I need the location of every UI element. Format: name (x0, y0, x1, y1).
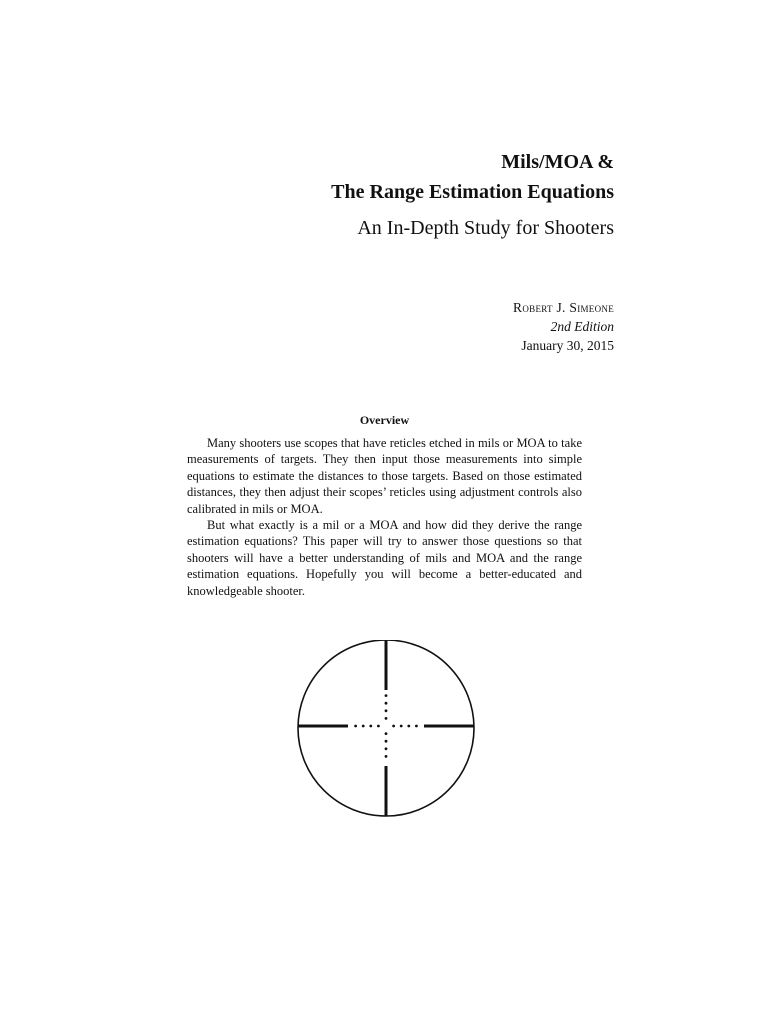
overview-abstract (187, 435, 582, 599)
reticle-dot (362, 725, 365, 728)
reticle-dot (385, 717, 388, 720)
overview-paragraph-2: But what exactly is a mil or a MOA and how did they derive the range estimation equations? This paper will try to answer those questions so that shooters will have a better understanding of mils and MOA and the range estimation equations. Hopefully you will become a better-educated and knowledgeable shooter. (187, 518, 582, 598)
document-subtitle: An In-Depth Study for Shooters (357, 217, 614, 239)
reticle-dot (385, 740, 388, 743)
author-name: Robert J. Simeone (513, 300, 614, 315)
reticle-dot (385, 702, 388, 705)
title-block (331, 147, 614, 243)
reticle-dot (385, 709, 388, 712)
reticle-dot (369, 725, 372, 728)
reticle-dot (407, 725, 410, 728)
reticle-dot (385, 732, 388, 735)
scope-reticle-icon (296, 640, 476, 820)
author-block (513, 298, 614, 355)
reticle-dot (400, 725, 403, 728)
edition-label: 2nd Edition (550, 319, 614, 334)
reticle-dot (354, 725, 357, 728)
reticle-mil-dots (354, 694, 418, 758)
reticle-dot (377, 725, 380, 728)
reticle-dot (385, 755, 388, 758)
overview-heading: Overview (359, 413, 410, 427)
document-title-line-1: Mils/MOA & (501, 151, 614, 173)
reticle-dot (385, 747, 388, 750)
reticle-dot (392, 725, 395, 728)
reticle-dot (385, 694, 388, 697)
publication-date: January 30, 2015 (521, 338, 614, 353)
document-title-line-2: The Range Estimation Equations (331, 181, 614, 203)
overview-paragraph-1: Many shooters use scopes that have reticles etched in mils or MOA to take measurements of targets. They then input those measurements into simple equations to estimate the distances to those targets. Based on those estimated distances, they then adjust their scopes’ reticles using adjustment controls also calibrated in mils or MOA. (187, 436, 582, 516)
reticle-dot (415, 725, 418, 728)
